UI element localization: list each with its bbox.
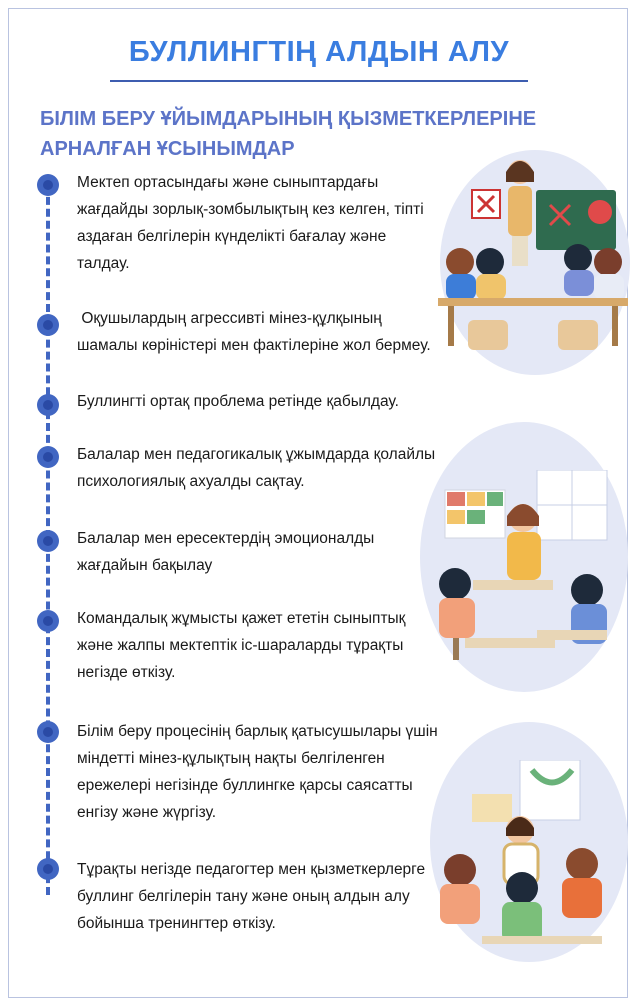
- teacher-children-table-illustration: [425, 470, 625, 685]
- classroom-teacher-illustration: [438, 150, 628, 360]
- recommendation-item: Мектеп ортасындағы және сыныптардағы жағдайды зорлық-зомбылықтың кез келген, тіпті аздаған белгілерін күнделікті бағалау және талдау.: [77, 174, 424, 272]
- page-subtitle: БІЛІМ БЕРУ ҰЙЫМДАРЫНЫҢ ҚЫЗМЕТКЕРЛЕРІНЕ АРНАЛҒАН ҰСЫНЫМДАР: [40, 108, 537, 160]
- recommendation-item: Оқушылардың агрессивті мінез-құлқының шамалы көріністері мен фактілеріне жол бермеу.: [77, 310, 431, 354]
- recommendation-item: Балалар мен педагогикалық ұжымдарда қолайлы психологиялық ахуалды сақтау.: [77, 446, 436, 490]
- bullet-point: [37, 314, 59, 336]
- recommendation-item: Тұрақты негізде педагогтер мен қызметкерлерге буллинг белгілерін тану және оның алдын алу бойынша тренингтер өткізу.: [77, 861, 426, 932]
- bullet-point: [37, 858, 59, 880]
- bullet-point: [37, 721, 59, 743]
- page-title: БУЛЛИНГТІҢ АЛДЫН АЛУ: [128, 36, 510, 68]
- title-underline: [110, 80, 528, 82]
- bullet-point: [37, 174, 59, 196]
- recommendation-item: Білім беру процесінің барлық қатысушылары үшін міндетті мінез-құлықтың нақты белгіленген ережелері негізінде буллингке қарсы саясатты енгізу және жүргізу.: [77, 723, 438, 821]
- recommendation-item: Буллингті ортақ проблема ретінде қабылдау.: [77, 393, 399, 410]
- recommendation-item: Балалар мен ересектердің эмоционалды жағдайын бақылау: [77, 530, 375, 574]
- bullet-point: [37, 394, 59, 416]
- recommendation-item: Командалық жұмысты қажет ететін сыныптық және жалпы мектептік іс-шараларды тұрақты негізде өткізу.: [77, 610, 406, 681]
- bullet-point: [37, 610, 59, 632]
- bullet-point: [37, 446, 59, 468]
- staff-training-illustration: [432, 760, 628, 960]
- bullet-point: [37, 530, 59, 552]
